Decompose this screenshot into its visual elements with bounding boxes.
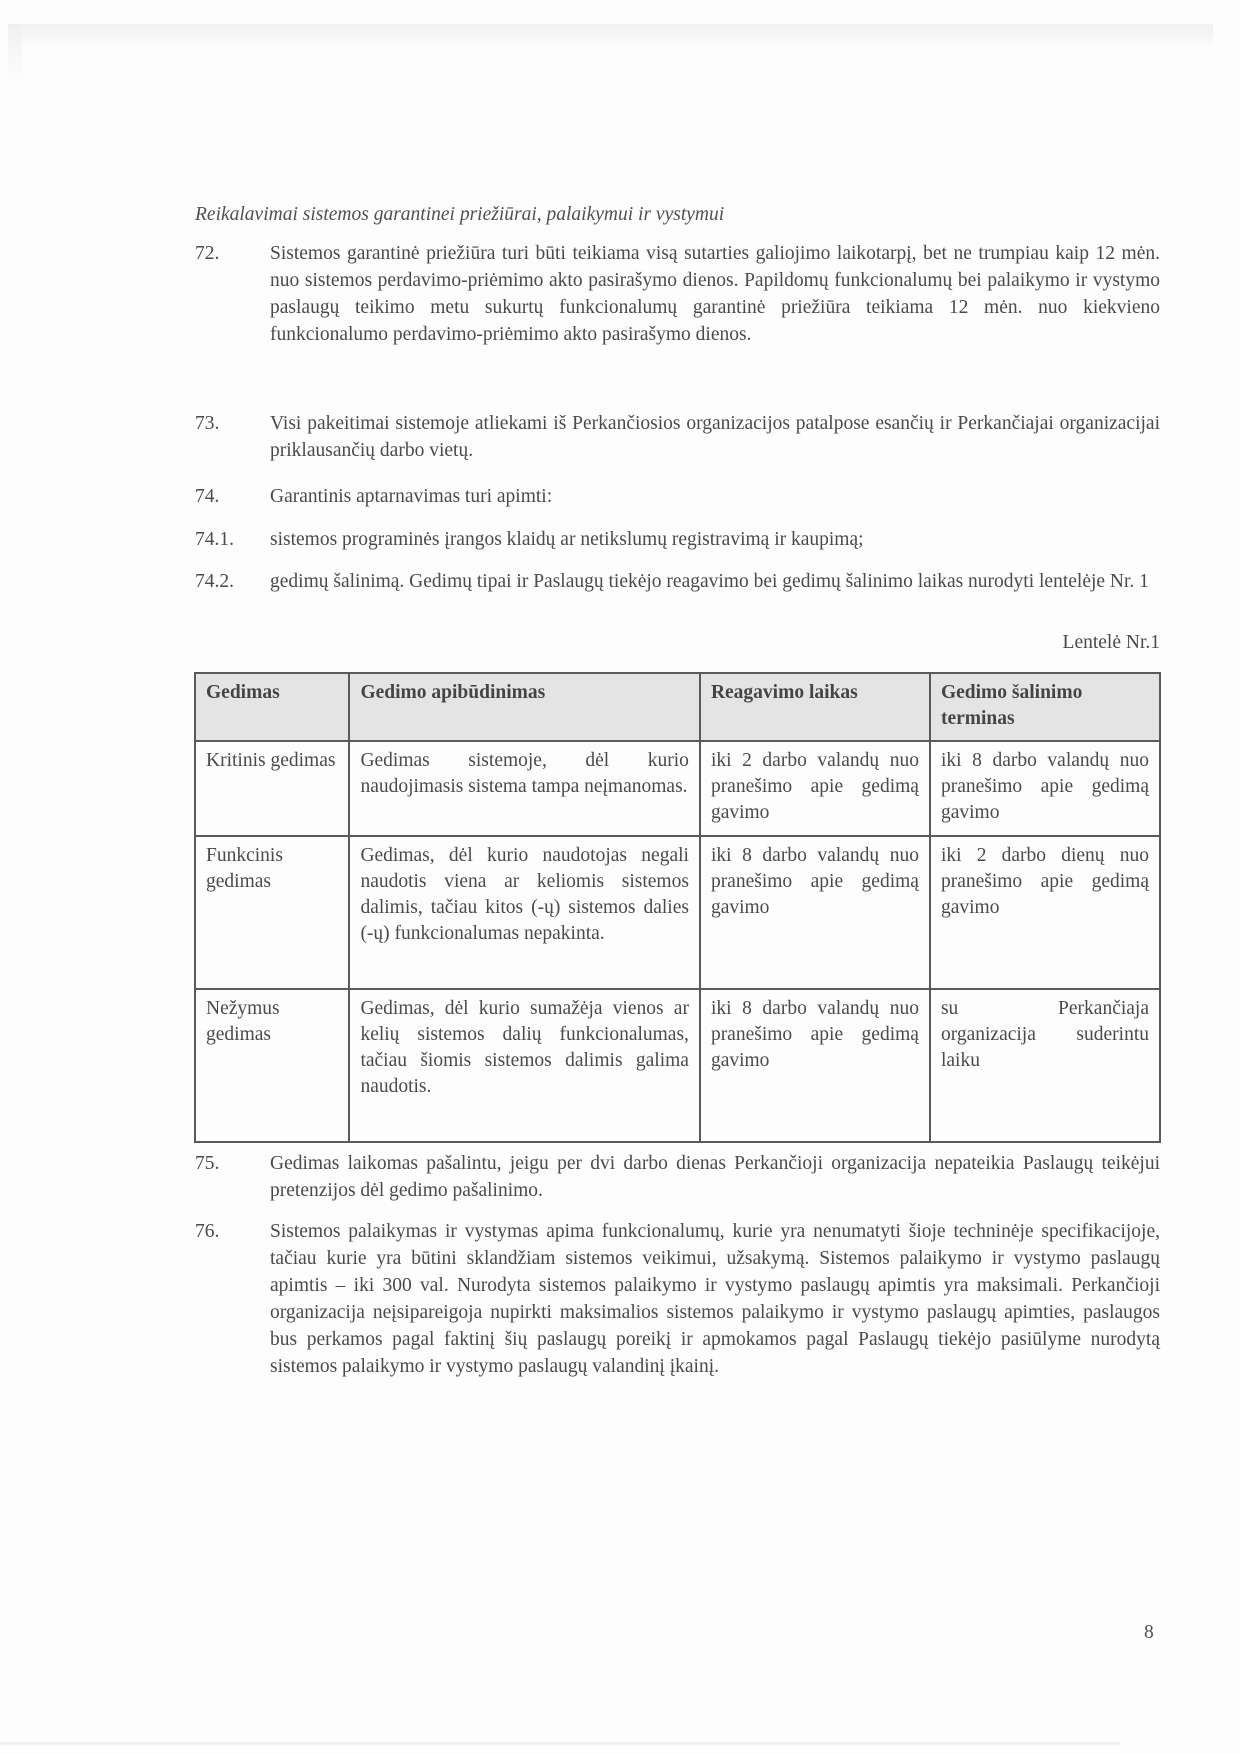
paragraph-text: Sistemos garantinė priežiūra turi būti teikiama visą sutarties galiojimo laikotarpį, bet ne trumpiau kaip 12 mėn. nuo sistemos perdavimo-priėmimo akto pasirašymo dienos. Papildomų funkcionalumų bei palaikymo ir vystymo paslaugų teikimo metu sukurtų funkcionalumų garantinė priežiūra teikiama 12 mėn. nuo kiekvieno funkcionalumo perdavimo-priėmimo akto pasirašymo dienos. (270, 243, 1160, 345)
paragraph-number: 74.2. (195, 571, 234, 592)
paragraph-74 (195, 483, 1160, 510)
paragraph-number: 74.1. (195, 529, 234, 550)
paragraph-text: Sistemos palaikymas ir vystymas apima funkcionalumų, kurie yra nenumatyti šioje techninėje specifikacijoje, tačiau kurie yra būtini sklandžiam sistemos veikimui, užsakymą. Sistemos palaikymo ir vystymo paslaugų apimtis – iki 300 val. Nurodyta sistemos palaikymo ir vystymo paslaugų apimtis yra maksimali. Perkančioji organizacija neįsipareigoja nupirkti maksimalios sistemos palaikymo ir vystymo paslaugų apimties, paslaugos bus perkamos pagal faktinį šių paslaugų poreikį ir apmokamos pagal Paslaugų tiekėjo pasiūlyme nurodytą sistemos palaikymo ir vystymo paslaugų valandinį įkainį. (270, 1221, 1160, 1377)
page-number: 8 (1144, 1622, 1154, 1643)
cell-fix-deadline: iki 8 darbo valandų nuo pranešimo apie gedimą gavimo (930, 741, 1160, 836)
paragraph-72 (195, 240, 1160, 348)
header-fault: Gedimas (195, 673, 349, 741)
paragraph-74-2 (195, 568, 1160, 595)
paragraph-75 (195, 1150, 1160, 1204)
cell-response-time: iki 8 darbo valandų nuo pranešimo apie gedimą gavimo (700, 989, 930, 1142)
section-heading: Reikalavimai sistemos garantinei priežiūrai, palaikymui ir vystymui (195, 204, 725, 225)
paragraph-73 (195, 410, 1160, 464)
paragraph-text: gedimų šalinimą. Gedimų tipai ir Paslaugų tiekėjo reagavimo bei gedimų šalinimo laikas nurodyti lentelėje Nr. 1 (270, 571, 1149, 592)
header-description: Gedimo apibūdinimas (349, 673, 700, 741)
cell-response-time: iki 2 darbo valandų nuo pranešimo apie gedimą gavimo (700, 741, 930, 836)
cell-description: Gedimas, dėl kurio sumažėja vienos ar kelių sistemos dalių funkcionalumas, tačiau šiomis sistemos dalimis galima naudotis. (349, 989, 700, 1142)
header-response-time: Reagavimo laikas (700, 673, 930, 741)
table-row (195, 836, 1160, 989)
paragraph-76 (195, 1218, 1160, 1380)
table-header-row (195, 673, 1160, 741)
paragraph-text: Garantinis aptarnavimas turi apimti: (270, 486, 553, 507)
paragraph-number: 76. (195, 1221, 220, 1242)
cell-description: Gedimas sistemoje, dėl kurio naudojimasis sistema tampa neįmanomas. (349, 741, 700, 836)
cell-description: Gedimas, dėl kurio naudotojas negali naudotis viena ar keliomis sistemos dalimis, tačiau kitos (-ų) sistemos dalies (-ų) funkcionalumas nepakinta. (349, 836, 700, 989)
paragraph-number: 72. (195, 243, 220, 264)
cell-fault: Kritinis gedimas (195, 741, 349, 836)
paragraph-number: 75. (195, 1153, 220, 1174)
scan-artifact-top (8, 24, 1213, 46)
fault-types-table (194, 672, 1161, 1143)
header-fix-deadline: Gedimo šalinimo terminas (930, 673, 1160, 741)
paragraph-text: Gedimas laikomas pašalintu, jeigu per dvi darbo dienas Perkančioji organizacija nepateikia Paslaugų teikėjui pretenzijos dėl gedimo pašalinimo. (270, 1153, 1160, 1201)
cell-fix-deadline: su Perkančiaja organizacija suderintu laiku (930, 989, 1160, 1142)
scan-artifact-bottom (0, 1742, 1120, 1745)
table-caption: Lentelė Nr.1 (1062, 632, 1160, 653)
paragraph-text: Visi pakeitimai sistemoje atliekami iš Perkančiosios organizacijos patalpose esančių ir Perkančiajai organizacijai priklausančių darbo vietų. (270, 413, 1160, 461)
paragraph-74-1 (195, 526, 1160, 553)
paragraph-text: sistemos programinės įrangos klaidų ar netikslumų registravimą ir kaupimą; (270, 529, 864, 550)
scan-artifact-left (8, 24, 22, 84)
paragraph-number: 73. (195, 413, 220, 434)
table-row (195, 989, 1160, 1142)
cell-response-time: iki 8 darbo valandų nuo pranešimo apie gedimą gavimo (700, 836, 930, 989)
table-row (195, 741, 1160, 836)
paragraph-number: 74. (195, 486, 220, 507)
cell-fault: Nežymus gedimas (195, 989, 349, 1142)
cell-fix-deadline: iki 2 darbo dienų nuo pranešimo apie gedimą gavimo (930, 836, 1160, 989)
cell-fault: Funkcinis gedimas (195, 836, 349, 989)
